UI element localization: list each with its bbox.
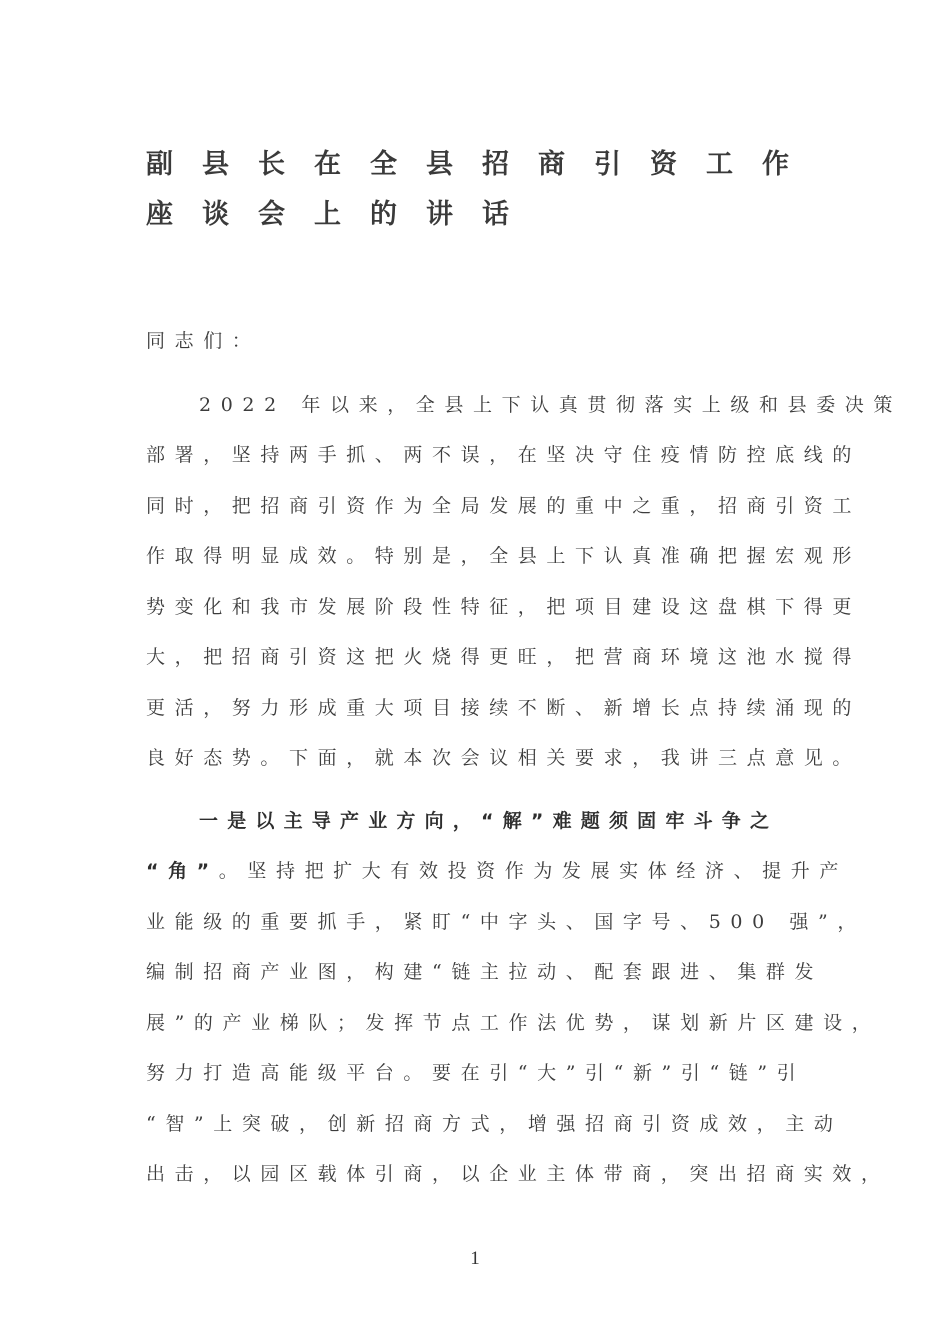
section-line: 努力打造高能级平台。要在引“大”引“新”引“链”引 — [146, 1062, 806, 1084]
paragraph-line: 部署，坚持两手抓、两不误，在坚决守住疫情防控底线的 — [146, 444, 862, 466]
section-line — [146, 858, 848, 884]
paragraph-line: 2022 年以来，全县上下认真贯彻落实上级和县委决策 — [199, 394, 902, 416]
title-line-1: 副县长在全县招商引资工作 — [146, 149, 818, 180]
section-line: “智”上突破，创新招商方式，增强招商引资成效，主动 — [146, 1113, 843, 1135]
section-heading: 一是以主导产业方向，“解”难题须固牢斗争之 — [199, 810, 779, 832]
section-heading-tail: “角” — [146, 860, 219, 882]
section-line: 编制招商产业图，构建“链主拉动、配套跟进、集群发 — [146, 961, 824, 983]
title-line-2: 座谈会上的讲话 — [146, 199, 538, 230]
paragraph-line: 作取得明显成效。特别是，全县上下认真准确把握宏观形 — [146, 545, 862, 567]
paragraph-line: 同时，把招商引资作为全局发展的重中之重，招商引资工 — [146, 495, 862, 517]
paragraph-line: 势变化和我市发展阶段性特征，把项目建设这盘棋下得更 — [146, 596, 862, 618]
salutation: 同志们： — [146, 330, 261, 352]
section-line: 展”的产业梯队；发挥节点工作法优势，谋划新片区建设， — [146, 1012, 881, 1034]
section-line-text: 。坚持把扩大有效投资作为发展实体经济、提升产 — [218, 860, 848, 882]
paragraph-line: 良好态势。下面，就本次会议相关要求，我讲三点意见。 — [146, 747, 862, 769]
paragraph-line: 大，把招商引资这把火烧得更旺，把营商环境这池水搅得 — [146, 646, 862, 668]
section-line: 业能级的重要抓手，紧盯“中字头、国字号、500 强”， — [146, 911, 866, 933]
page-number: 1 — [470, 1248, 480, 1269]
section-line: 出击，以园区载体引商，以企业主体带商，突出招商实效， — [146, 1163, 890, 1185]
paragraph-line: 更活，努力形成重大项目接续不断、新增长点持续涌现的 — [146, 697, 862, 719]
